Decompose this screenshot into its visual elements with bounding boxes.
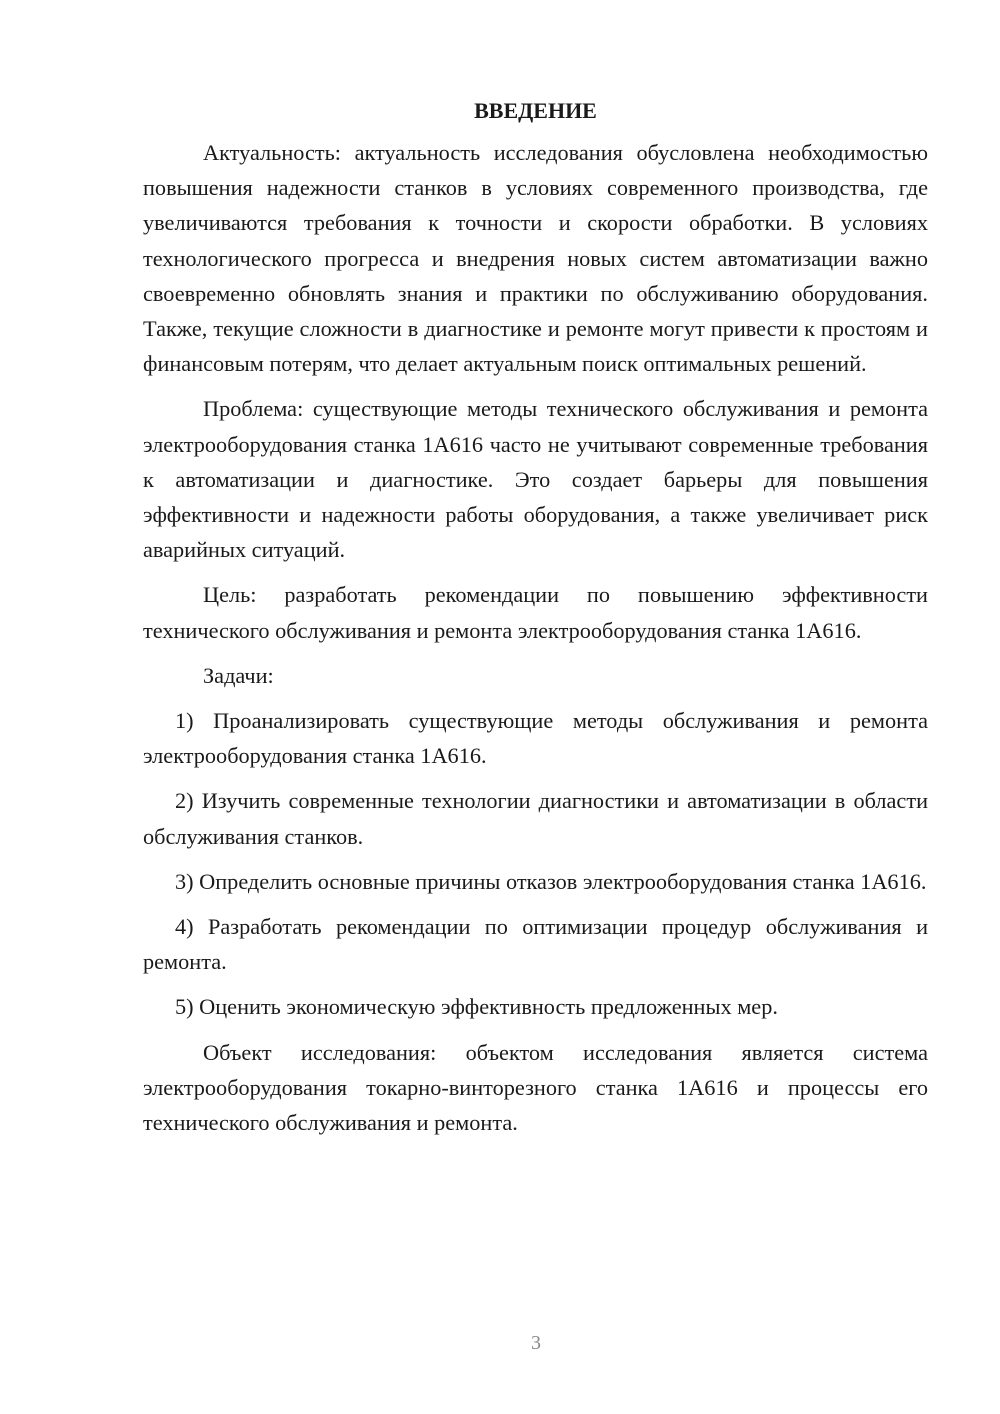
task-item: 4) Разработать рекомендации по оптимизации процедур обслуживания и ремонта. [143, 914, 928, 975]
page-number: 3 [531, 1332, 541, 1354]
relevance-paragraph: Актуальность: актуальность исследования обусловлена необходимостью повышения надежности станков в условиях современного производства, где увеличиваются требования к точности и скорости обработки. В условиях технологического прогресса и внедрения новых систем автоматизации важно своевременно обновлять знания и практики по обслуживанию оборудования. Также, текущие сложности в диагностике и ремонте могут привести к простоям и финансовым потерям, что делает актуальным поиск оптимальных решений. [143, 140, 928, 377]
problem-paragraph: Проблема: существующие методы технического обслуживания и ремонта электрооборудования станка 1А616 часто не учитывают современные требования к автоматизации и диагностике. Это создает барьеры для повышения эффективности и надежности работы оборудования, а также увеличивает риск аварийных ситуаций. [143, 396, 928, 563]
task-item: 3) Определить основные причины отказов электрооборудования станка 1А616. [175, 868, 927, 894]
task-item: 1) Проанализировать существующие методы обслуживания и ремонта электрооборудования станка 1А616. [143, 708, 928, 769]
task-item: 5) Оценить экономическую эффективность предложенных мер. [175, 994, 778, 1020]
page-content [143, 93, 928, 1150]
object-paragraph: Объект исследования: объектом исследования является система электрооборудования токарно-винторезного станка 1А616 и процессы его технического обслуживания и ремонта. [143, 1039, 928, 1136]
section-heading: ВВЕДЕНИЕ [474, 98, 597, 123]
task-item: 2) Изучить современные технологии диагностики и автоматизации в области обслуживания станков. [143, 788, 928, 849]
goal-paragraph: Цель: разработать рекомендации по повышению эффективности технического обслуживания и ремонта электрооборудования станка 1А616. [143, 582, 928, 643]
tasks-title: Задачи: [203, 662, 274, 688]
